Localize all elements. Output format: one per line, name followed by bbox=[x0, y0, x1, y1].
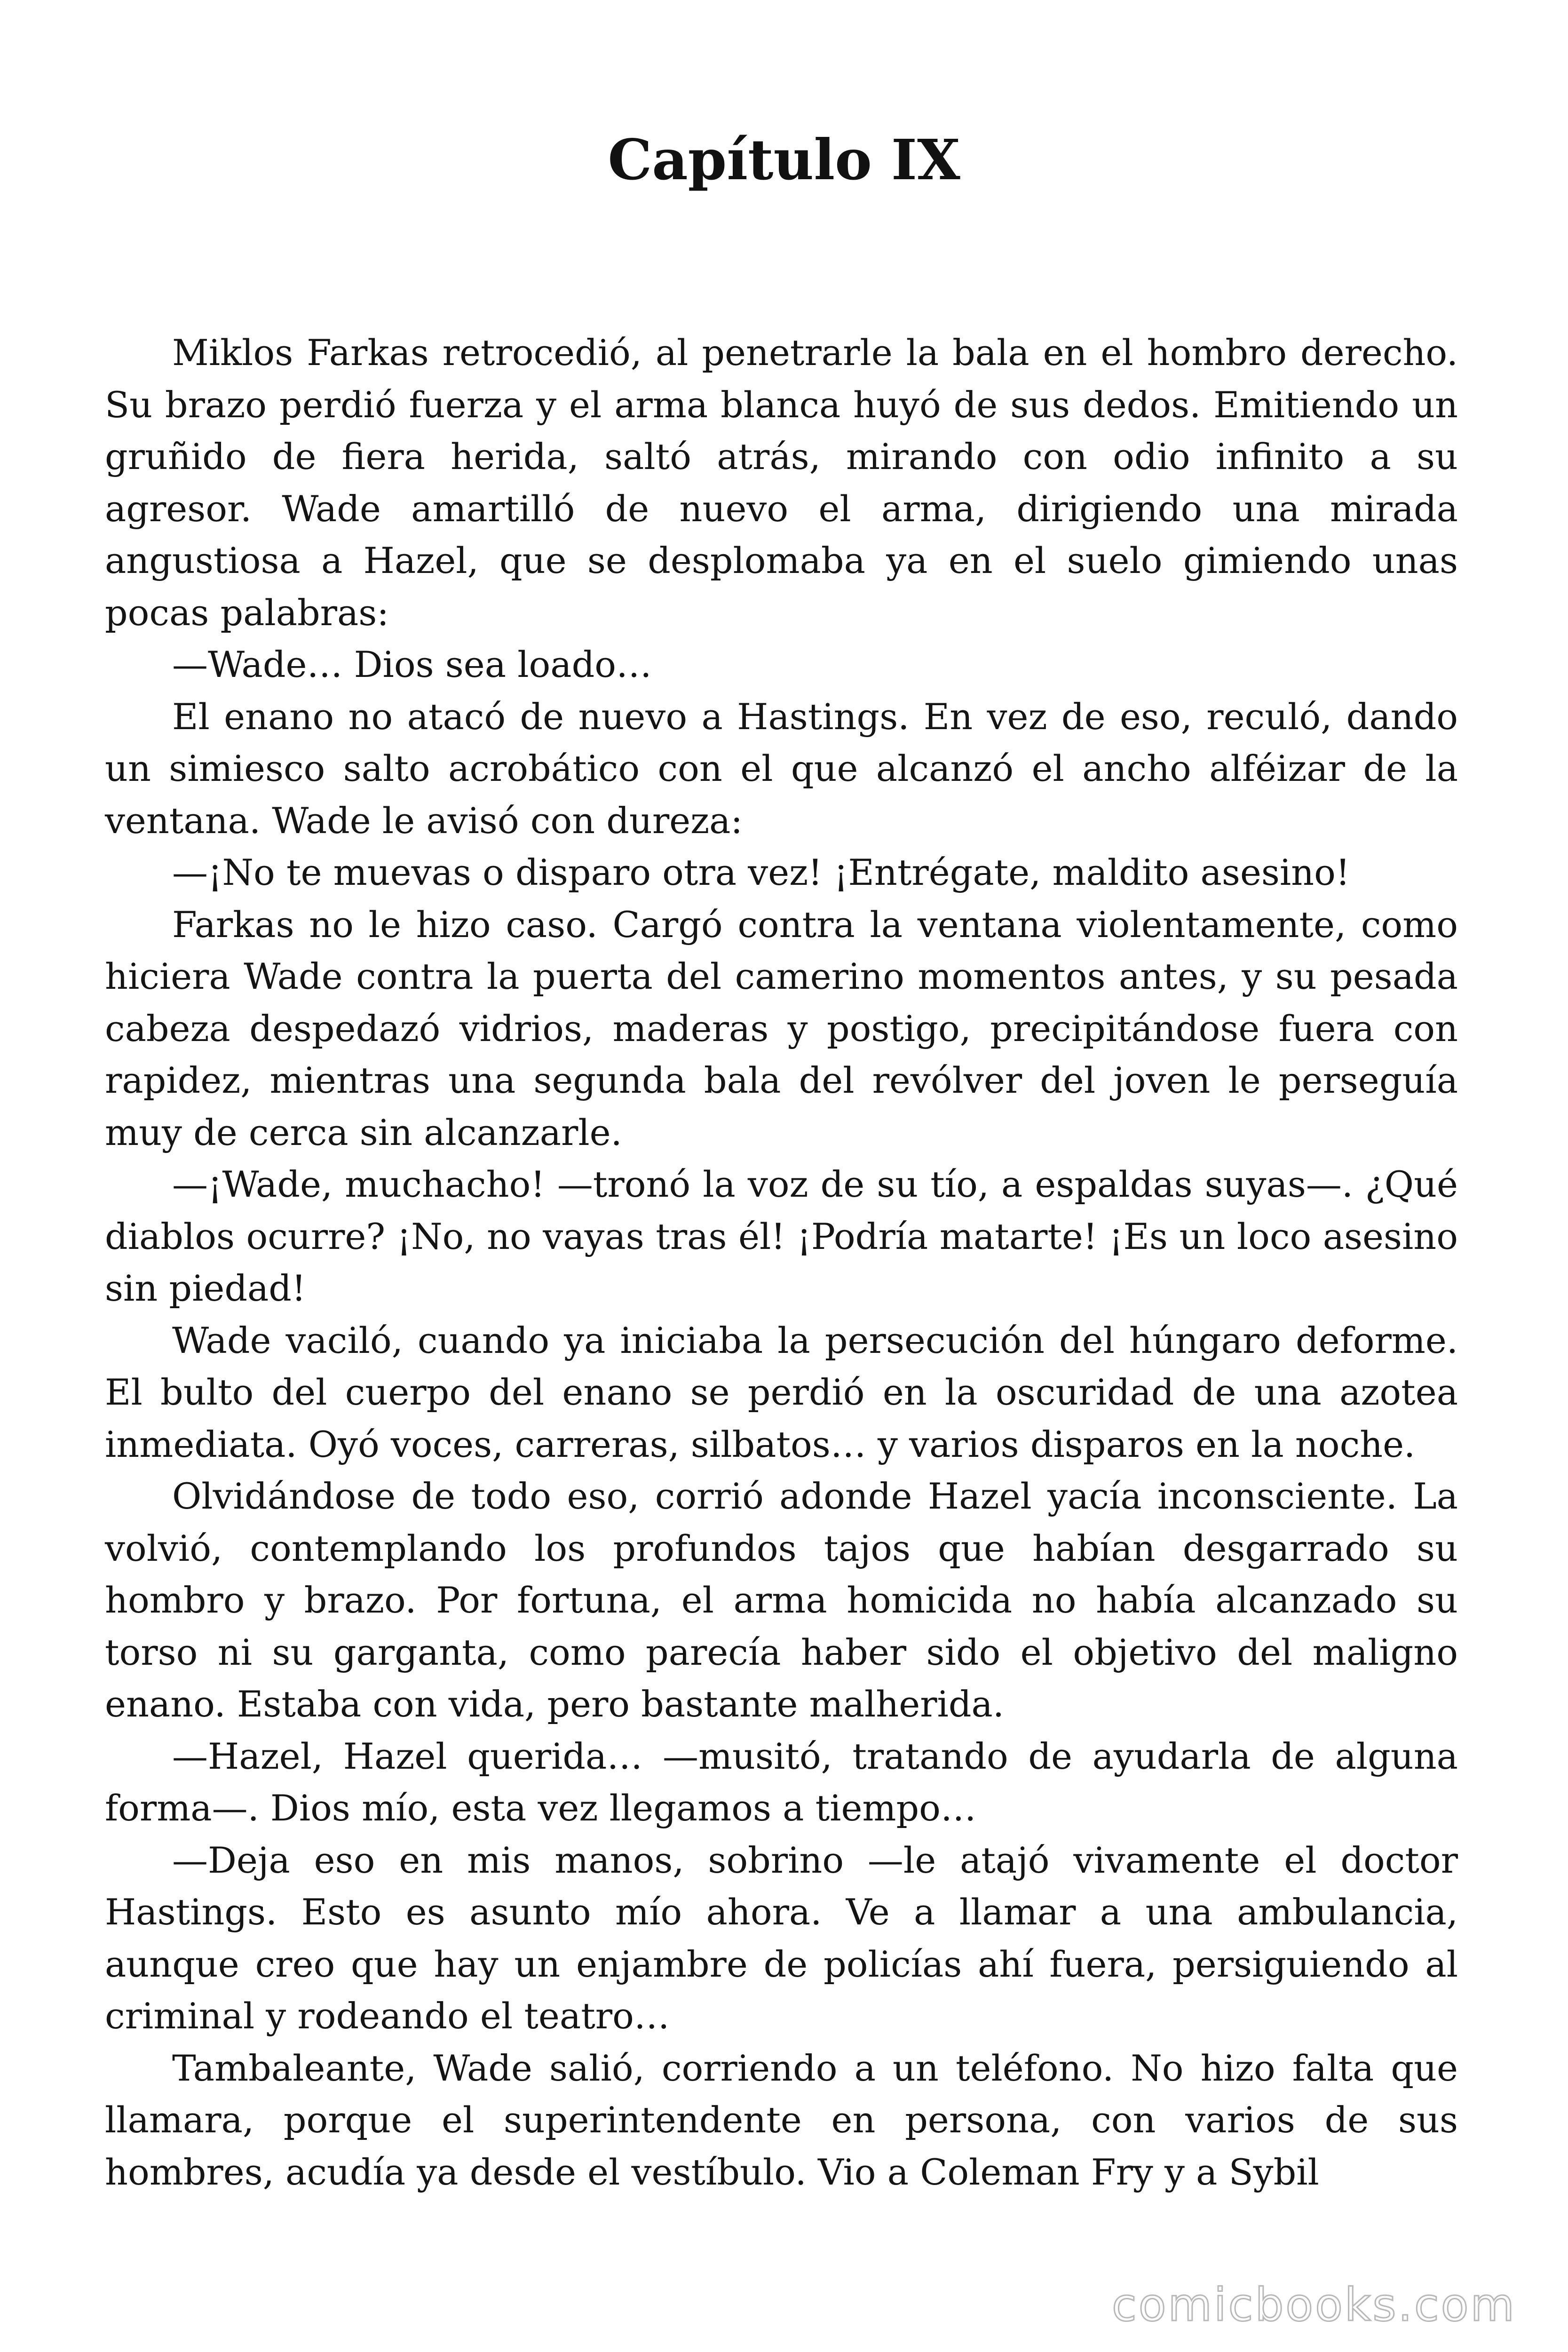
paragraph: —Deja eso en mis manos, sobrino —le atajó vivamente el doctor Hastings. Esto es asunto mío ahora. Ve a llamar a una ambulancia, aunque creo que hay un enjambre de policías ahí fuera, persiguiendo al criminal y rodeando el teatro… bbox=[105, 1839, 1458, 2037]
paragraph: Miklos Farkas retrocedió, al penetrarle la bala en el hombro derecho. Su brazo perdió fuerza y el arma blanca huyó de sus dedos. Emitiendo un gruñido de fiera herida, saltó atrás, mirando con odio infinito a su agresor. Wade amartilló de nuevo el arma, dirigiendo una mirada angustiosa a Hazel, que se desplomaba ya en el suelo gimiendo unas pocas palabras: bbox=[105, 332, 1458, 634]
paragraph: Farkas no le hizo caso. Cargó contra la ventana violentamente, como hiciera Wade contra la puerta del camerino momentos antes, y su pesada cabeza despedazó vidrios, maderas y postigo, precipitándose fuera con rapidez, mientras una segunda bala del revólver del joven le perseguía muy de cerca sin alcanzarle. bbox=[105, 903, 1458, 1153]
paragraph: Wade vaciló, cuando ya iniciaba la persecución del húngaro deforme. El bulto del cuerpo del enano se perdió en la oscuridad de una azotea inmediata. Oyó voces, carreras, silbatos… y varios disparos en la noche. bbox=[105, 1319, 1458, 1465]
paragraph: —¡No te muevas o disparo otra vez! ¡Entrégate, maldito asesino! bbox=[172, 851, 1350, 893]
paragraph: —Wade… Dios sea loado… bbox=[172, 644, 652, 685]
paragraph: El enano no atacó de nuevo a Hastings. En vez de eso, reculó, dando un simiesco salto acrobático con el que alcanzó el ancho alféizar de la ventana. Wade le avisó con dureza: bbox=[105, 695, 1458, 842]
watermark: comicbooks.com bbox=[1111, 2279, 1516, 2331]
paragraph: Olvidándose de todo eso, corrió adonde Hazel yacía inconsciente. La volvió, contemplando los profundos tajos que habían desgarrado su hombro y brazo. Por fortuna, el arma homicida no había alcanzado su torso ni su garganta, como parecía haber sido el objetivo del maligno enano. Estaba con vida, pero bastante malherida. bbox=[105, 1475, 1458, 1725]
paragraph: —Hazel, Hazel querida… —musitó, tratando de ayudarla de alguna forma—. Dios mío, esta vez llegamos a tiempo… bbox=[105, 1735, 1458, 1829]
chapter-title: Capítulo IX bbox=[608, 127, 960, 192]
chapter-body bbox=[105, 327, 1458, 2198]
paragraph: Tambaleante, Wade salió, corriendo a un teléfono. No hizo falta que llamara, porque el superintendente en persona, con varios de sus hombres, acudía ya desde el vestíbulo. Vio a Coleman Fry y a Sybil bbox=[105, 2047, 1458, 2193]
paragraph: —¡Wade, muchacho! —tronó la voz de su tío, a espaldas suyas—. ¿Qué diablos ocurre? ¡No, no vayas tras él! ¡Podría matarte! ¡Es un loco asesino sin piedad! bbox=[105, 1163, 1458, 1309]
